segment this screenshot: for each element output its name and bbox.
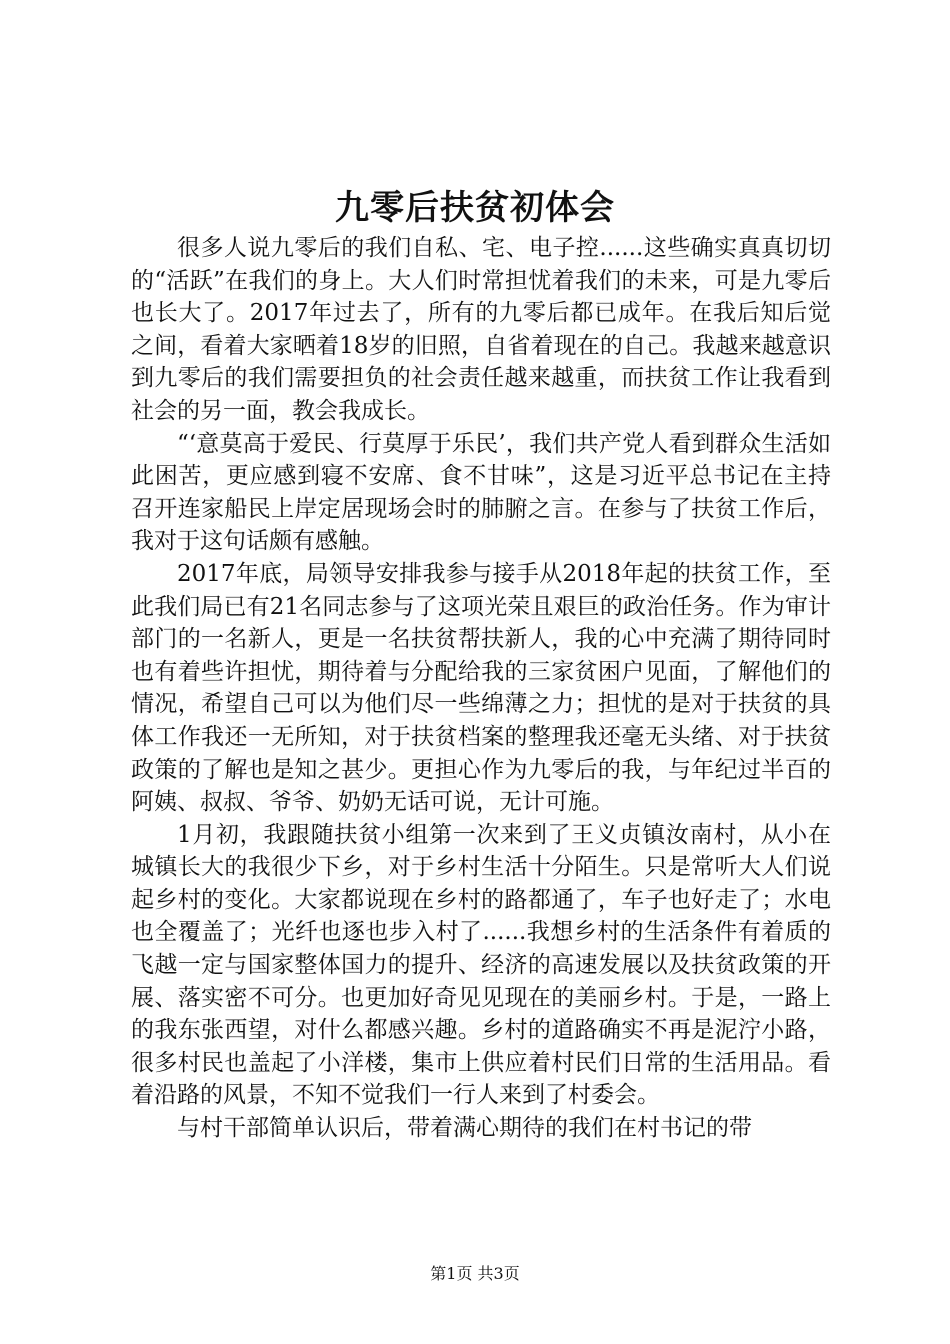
page-number-footer: 第1页 共3页 <box>430 1264 520 1283</box>
document-title: 九零后扶贫初体会 <box>335 188 615 228</box>
paragraph-5: 与村干部简单认识后，带着满心期待的我们在村书记的带 <box>177 1115 752 1142</box>
paragraph-2: “‘意莫高于爱民、行莫厚于乐民’，我们共产党人看到群众生活如此困苦，更应感到寝不安席、食不甘味”，这是习近平总书记在主持召开连家船民上岸定居现场会时的肺腑之言。在参与了扶贫工作后，我对于这句话颇有感触。 <box>131 430 831 555</box>
paragraph-1: 很多人说九零后的我们自私、宅、电子控......这些确实真真切切的“活跃”在我们的身上。大人们时常担忧着我们的未来，可是九零后也长大了。2017年过去了，所有的九零后都已成年。在我后知后觉之间，看着大家晒着18岁的旧照，自省着现在的自己。我越来越意识到九零后的我们需要担负的社会责任越来越重，而扶贫工作让我看到社会的另一面，教会我成长。 <box>131 235 831 424</box>
paragraph-4: 1月初，我跟随扶贫小组第一次来到了王义贞镇汝南村，从小在城镇长大的我很少下乡，对于乡村生活十分陌生。只是常听大人们说起乡村的变化。大家都说现在乡村的路都通了，车子也好走了；水电也全覆盖了；光纤也逐也步入村了......我想乡村的生活条件有着质的飞越一定与国家整体国力的提升、经济的高速发展以及扶贫政策的开展、落实密不可分。也更加好奇见见现在的美丽乡村。于是，一路上的我东张西望，对什么都感兴趣。乡村的道路确实不再是泥泞小路，很多村民也盖起了小洋楼，集市上供应着村民们日常的生活用品。看着沿路的风景，不知不觉我们一行人来到了村委会。 <box>131 821 831 1109</box>
paragraph-3: 2017年底，局领导安排我参与接手从2018年起的扶贫工作，至此我们局已有21名同志参与了这项光荣且艰巨的政治任务。作为审计部门的一名新人，更是一名扶贫帮扶新人，我的心中充满了期待同时也有着些许担忧，期待着与分配给我的三家贫困户见面，了解他们的情况，希望自己可以为他们尽一些绵薄之力；担忧的是对于扶贫的具体工作我还一无所知，对于扶贫档案的整理我还毫无头绪、对于扶贫政策的了解也是知之甚少。更担心作为九零后的我，与年纪过半百的阿姨、叔叔、爷爷、奶奶无话可说，无计可施。 <box>131 560 831 816</box>
document-body <box>131 232 831 1145</box>
